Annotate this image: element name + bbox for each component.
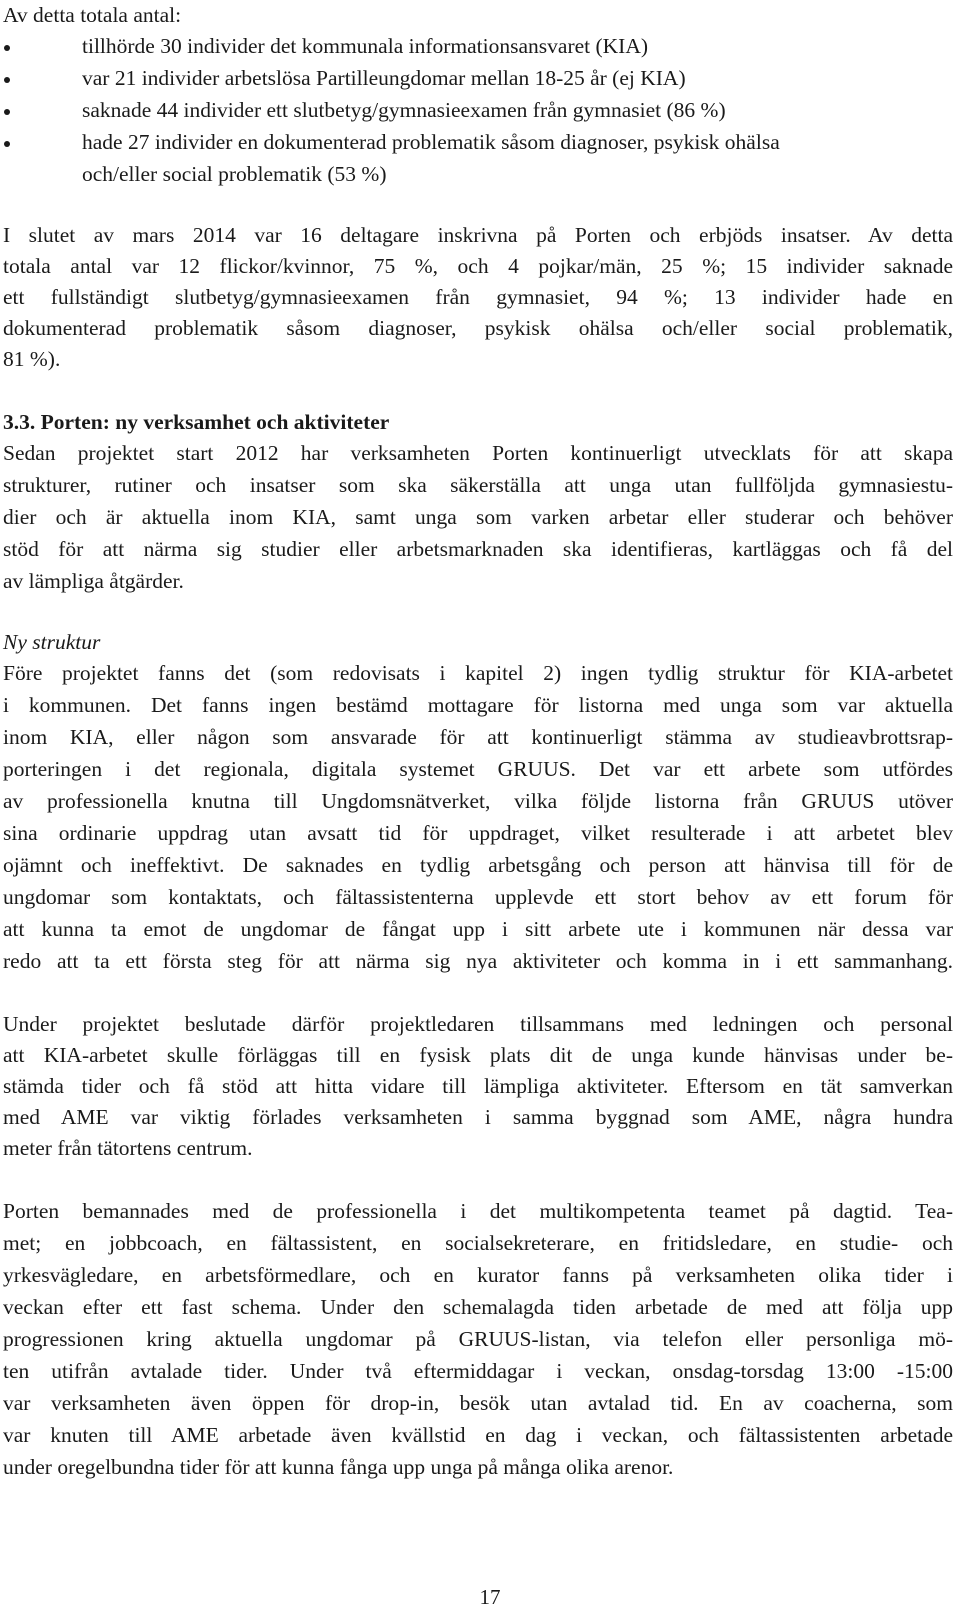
text-line: ett fullständigt slutbetyg/gymnasieexamen från gymnasiet, 94 %; 13 individer hade en bbox=[3, 285, 953, 309]
text-line: var knuten till AME arbetade även kvällstid en dag i veckan, och fältassistenten arbetade bbox=[3, 1423, 953, 1447]
text-line: 81 %). bbox=[3, 347, 61, 371]
section-heading: 3.3. Porten: ny verksamhet och aktiviteter bbox=[3, 410, 390, 434]
text-line: i kommunen. Det fanns ingen bestämd mottagare för listorna med unga som var aktuella bbox=[3, 693, 953, 717]
text-line: met; en jobbcoach, en fältassistent, en socialsekreterare, en fritidsledare, en studie- och bbox=[3, 1231, 953, 1255]
text-line: med AME var viktig förlades verksamheten i samma byggnad som AME, några hundra bbox=[3, 1105, 953, 1129]
list-item: var 21 individer arbetslösa Partilleungdomar mellan 18-25 år (ej KIA) bbox=[82, 66, 686, 90]
text-line: progressionen kring aktuella ungdomar på GRUUS-listan, via telefon eller personliga mö- bbox=[3, 1327, 953, 1351]
list-item-continuation: och/eller social problematik (53 %) bbox=[82, 162, 387, 186]
text-line: stöd för att närma sig studier eller arbetsmarknaden ska identifieras, kartläggas och få del bbox=[3, 537, 953, 561]
text-line: Före projektet fanns det (som redovisats i kapitel 2) ingen tydlig struktur för KIA-arbetet bbox=[3, 661, 953, 685]
text-line: ojämnt och ineffektivt. De saknades en tydlig arbetsgång och person att hänvisa till för de bbox=[3, 853, 953, 877]
subheading: Ny struktur bbox=[3, 630, 101, 654]
text-line: att kunna ta emot de ungdomar de fångat upp i sitt arbete ute i kommunen när dessa var bbox=[3, 917, 953, 941]
text-line: yrkesvägledare, en arbetsförmedlare, och en kurator fanns på verksamheten olika tider i bbox=[3, 1263, 953, 1287]
list-item: saknade 44 individer ett slutbetyg/gymnasieexamen från gymnasiet (86 %) bbox=[82, 98, 726, 122]
text-line: totala antal var 12 flickor/kvinnor, 75 %, och 4 pojkar/män, 25 %; 15 individer saknade bbox=[3, 254, 953, 278]
page-number: 17 bbox=[479, 1585, 501, 1609]
text-line: I slutet av mars 2014 var 16 deltagare inskrivna på Porten och erbjöds insatser. Av detta bbox=[3, 223, 953, 247]
text-line: veckan efter ett fast schema. Under den schemalagda tiden arbetade de med att följa upp bbox=[3, 1295, 953, 1319]
text-line: ten utifrån avtalade tider. Under två eftermiddagar i veckan, onsdag-torsdag 13:00 -15:00 bbox=[3, 1359, 953, 1383]
text-line: var verksamheten även öppen för drop-in, besök utan avtalad tid. En av coacherna, som bbox=[3, 1391, 953, 1415]
text-line: att KIA-arbetet skulle förläggas till en fysisk plats dit de unga kunde hänvisas under be- bbox=[3, 1043, 953, 1067]
text-line: av professionella knutna till Ungdomsnätverket, vilka följde listorna från GRUUS utöver bbox=[3, 789, 953, 813]
text-line: sina ordinarie uppdrag utan avsatt tid för uppdraget, vilket resulterade i att arbetet blev bbox=[3, 821, 953, 845]
text-line: redo att ta ett första steg för att närma sig nya aktiviteter och komma in i ett sammanhang. bbox=[3, 949, 953, 973]
text-line: Porten bemannades med de professionella i det multikompetenta teamet på dagtid. Tea- bbox=[3, 1199, 953, 1223]
text-line: dokumenterad problematik såsom diagnoser, psykisk ohälsa och/eller social problematik, bbox=[3, 316, 953, 340]
intro-line: Av detta totala antal: bbox=[3, 3, 182, 27]
text-line: ungdomar som kontaktats, och fältassistenterna upplevde ett stort behov av ett forum för bbox=[3, 885, 953, 909]
text-line: porteringen i det regionala, digitala systemet GRUUS. Det var ett arbete som utfördes bbox=[3, 757, 953, 781]
text-line: inom KIA, eller någon som ansvarade för att kontinuerligt stämma av studieavbrottsrap- bbox=[3, 725, 953, 749]
list-item: tillhörde 30 individer det kommunala informationsansvaret (KIA) bbox=[82, 34, 649, 58]
text-line: under oregelbundna tider för att kunna fånga upp unga på många olika arenor. bbox=[3, 1455, 674, 1479]
text-line: Under projektet beslutade därför projektledaren tillsammans med ledningen och personal bbox=[3, 1012, 953, 1036]
text-line: strukturer, rutiner och insatser som ska säkerställa att unga utan fullföljda gymnasiestu- bbox=[3, 473, 953, 497]
text-line: meter från tätortens centrum. bbox=[3, 1136, 253, 1160]
text-line: Sedan projektet start 2012 har verksamheten Porten kontinuerligt utvecklats för att skapa bbox=[3, 441, 953, 465]
text-line: stämda tider och få stöd att hitta vidare till lämpliga aktiviteter. Eftersom en tät samverkan bbox=[3, 1074, 953, 1098]
list-item: hade 27 individer en dokumenterad problematik såsom diagnoser, psykisk ohälsa bbox=[82, 130, 780, 154]
text-line: av lämpliga åtgärder. bbox=[3, 569, 184, 593]
text-line: dier och är aktuella inom KIA, samt unga som varken arbetar eller studerar och behöver bbox=[3, 505, 953, 529]
